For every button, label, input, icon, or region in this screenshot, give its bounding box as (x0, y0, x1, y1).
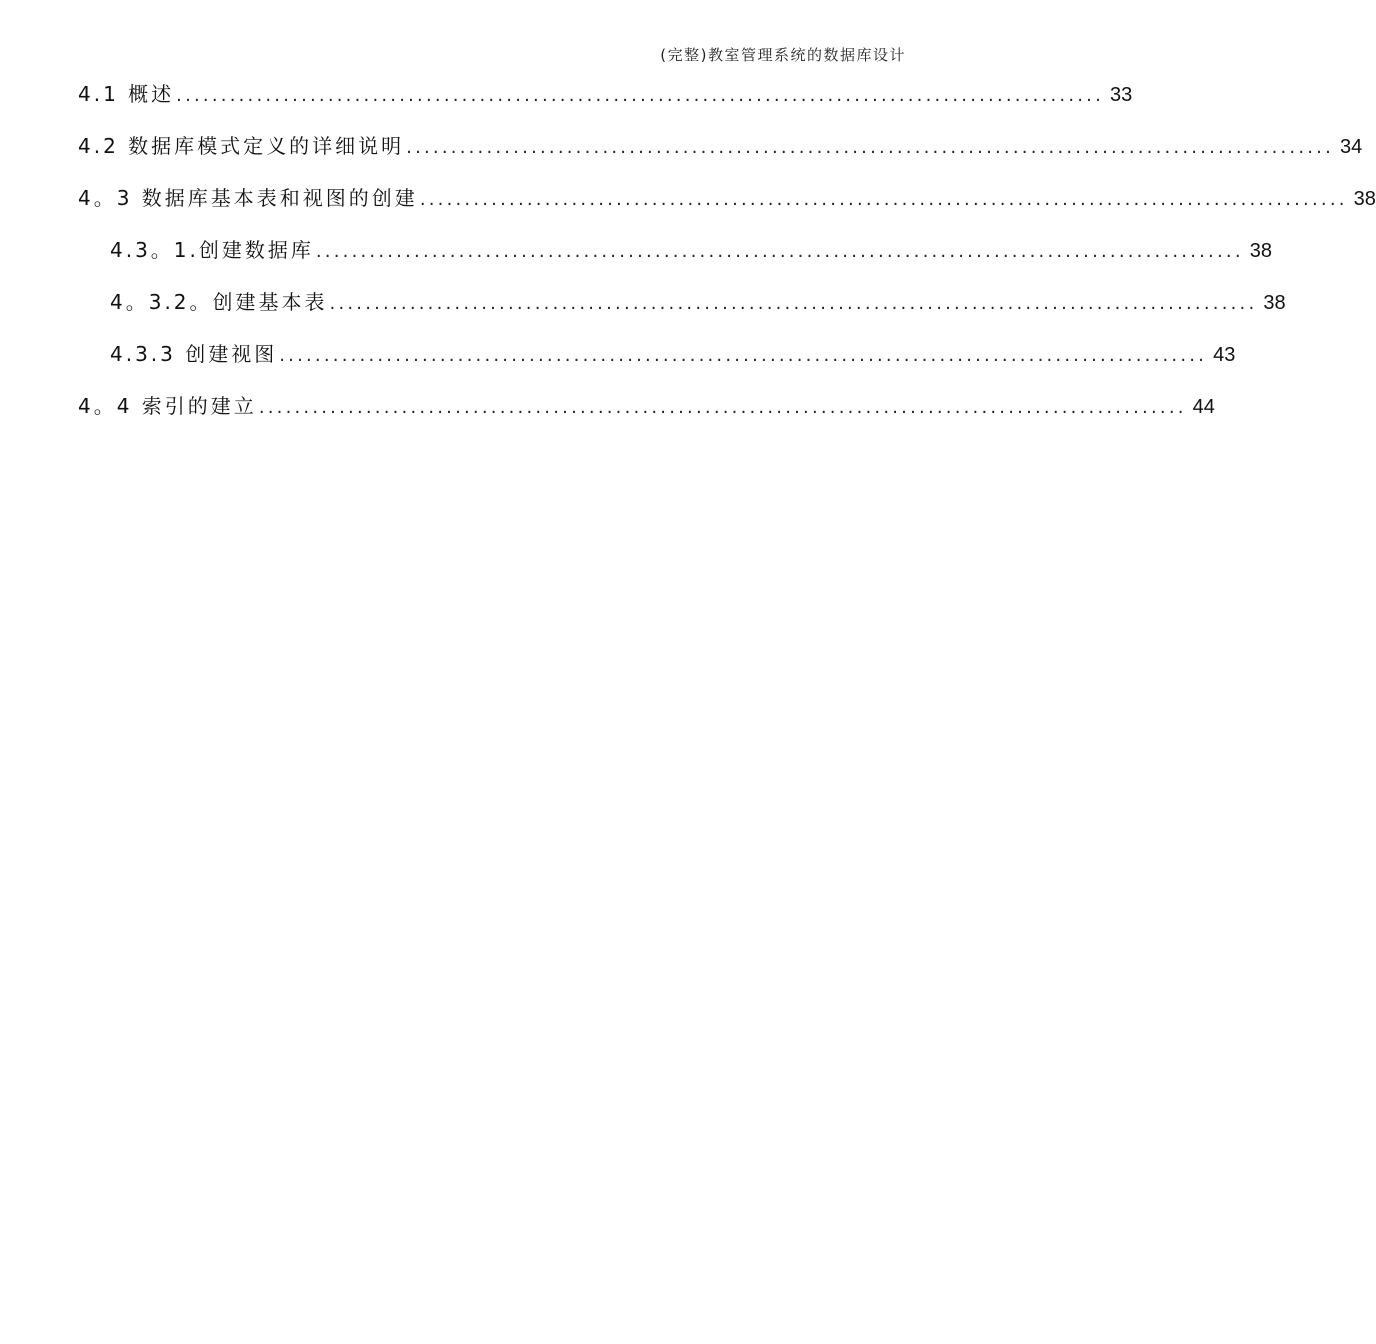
toc-entry-title: 4。4 索引的建立 (78, 394, 257, 418)
toc-entry-title: 4.3。1.创建数据库 (110, 238, 314, 262)
toc-entry-title: 4.1 概述 (78, 82, 175, 106)
toc-entry-4-2[interactable] (78, 132, 1363, 160)
page-header-title: (完整)教室管理系统的数据库设计 (660, 46, 906, 64)
toc-dot-leader: ........................................................................................................ (315, 241, 1244, 262)
toc-entry-title: 4.3.3 创建视图 (110, 342, 278, 366)
toc-page-number: 43 (1213, 344, 1236, 366)
toc-entry-4-3-1[interactable] (110, 236, 1272, 264)
toc-dot-leader: ........................................................................................................ (406, 137, 1335, 158)
toc-dot-leader: ........................................................................................................ (176, 85, 1105, 106)
toc-entry-4-3-3[interactable] (110, 340, 1236, 368)
toc-page-number: 38 (1263, 292, 1286, 314)
toc-page-number: 33 (1110, 84, 1133, 106)
toc-dot-leader: ........................................................................................................ (279, 345, 1208, 366)
toc-page-number: 34 (1340, 136, 1363, 158)
toc-dot-leader: ........................................................................................................ (258, 397, 1187, 418)
toc-page-number: 38 (1249, 240, 1272, 262)
toc-entry-title: 4.2 数据库模式定义的详细说明 (78, 134, 405, 158)
toc-entry-4-1[interactable] (78, 80, 1133, 108)
toc-entry-4-4[interactable] (78, 392, 1215, 420)
toc-page-number: 44 (1192, 396, 1215, 418)
toc-dot-leader: ........................................................................................................ (419, 189, 1348, 210)
toc-entry-4-3[interactable] (78, 184, 1376, 212)
toc-page-number: 38 (1353, 188, 1376, 210)
toc-entry-4-3-2[interactable] (110, 288, 1286, 316)
toc-entry-title: 4。3 数据库基本表和视图的创建 (78, 186, 418, 210)
toc-entry-title: 4。3.2。创建基本表 (110, 290, 328, 314)
toc-dot-leader: ........................................................................................................ (329, 293, 1258, 314)
